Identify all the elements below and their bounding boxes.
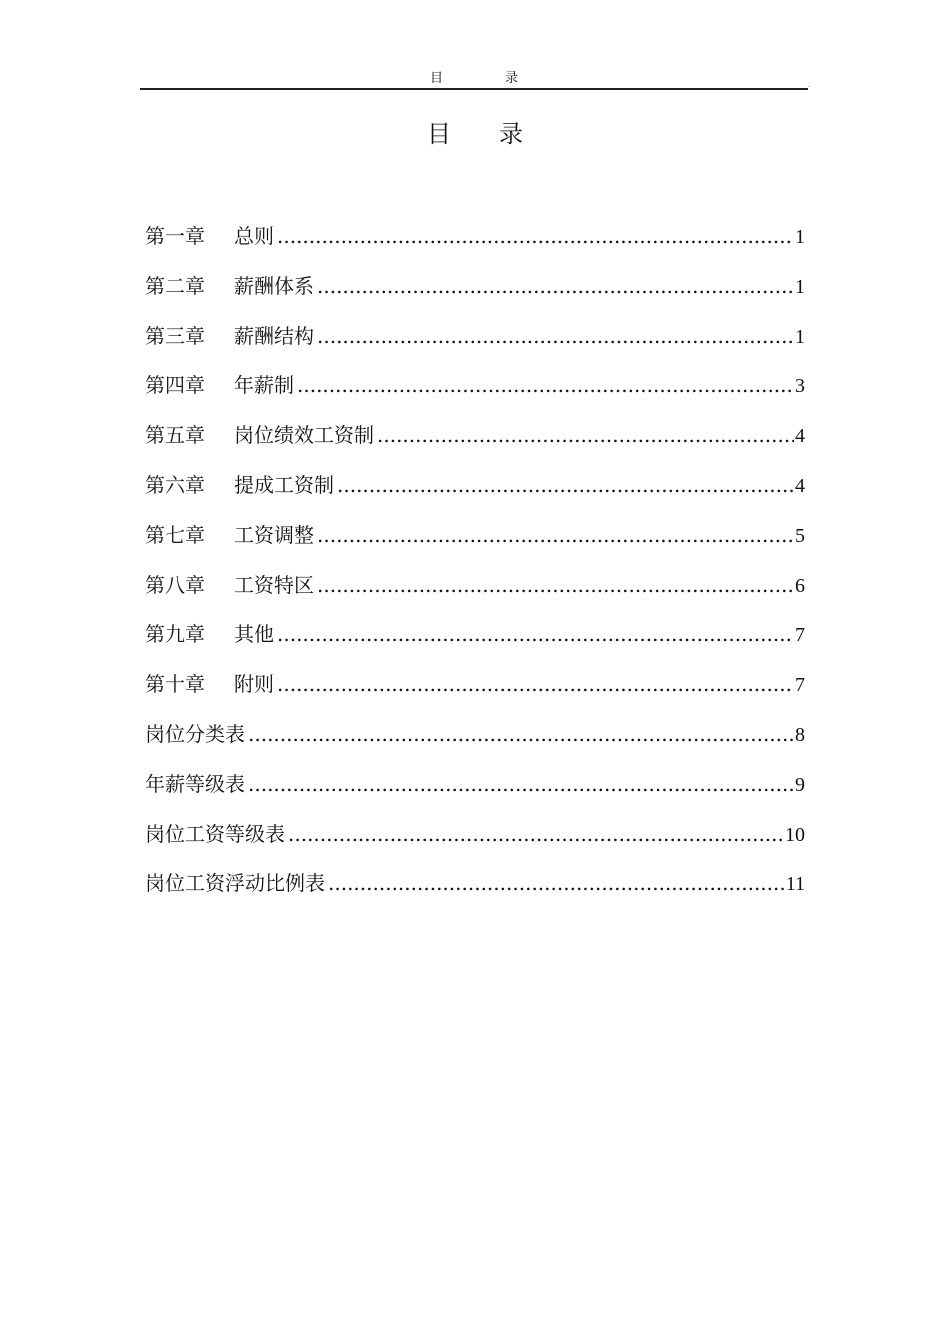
toc-leader — [337, 471, 794, 499]
toc-entry[interactable] — [145, 670, 805, 720]
toc-label: 工资特区 — [234, 572, 314, 597]
toc-label: 岗位绩效工资制 — [234, 423, 374, 448]
toc-entry[interactable] — [145, 322, 805, 372]
toc-entry[interactable] — [145, 770, 805, 820]
toc-page-number: 9 — [795, 773, 805, 796]
toc-chapter: 第二章 — [145, 273, 205, 298]
header-mark: . — [808, 82, 810, 89]
toc-entry[interactable] — [145, 720, 805, 770]
toc-label: 总则 — [234, 224, 274, 248]
toc-page-number: 7 — [795, 674, 805, 697]
toc-label: 提成工资制 — [234, 472, 334, 497]
toc-leader — [277, 222, 794, 250]
toc-page-number: 3 — [795, 375, 805, 398]
toc-page-number: 1 — [795, 275, 805, 298]
toc-chapter: 第八章 — [145, 572, 205, 597]
toc-page-number: 1 — [795, 325, 805, 348]
toc-leader — [317, 322, 794, 350]
toc-chapter: 第七章 — [145, 522, 205, 547]
toc-page-number: 8 — [795, 723, 805, 746]
toc-label: 年薪等级表 — [145, 771, 245, 796]
toc-leader — [288, 820, 784, 848]
toc-chapter: 第三章 — [145, 323, 205, 348]
toc-chapter: 第一章 — [145, 224, 205, 248]
toc-label: 薪酬体系 — [234, 273, 314, 298]
running-header — [140, 70, 808, 90]
toc-page-number: 6 — [795, 574, 805, 597]
toc-leader — [377, 421, 794, 449]
toc-label: 其他 — [234, 622, 274, 647]
running-header-title: 目录 — [429, 71, 580, 86]
toc-leader — [317, 272, 794, 300]
toc-page-number: 4 — [795, 474, 805, 497]
toc-leader — [277, 670, 794, 698]
toc-entry[interactable] — [145, 571, 805, 621]
toc-leader — [248, 770, 794, 798]
toc-label: 工资调整 — [234, 522, 314, 547]
toc-page-number: 1 — [795, 226, 805, 248]
toc-label: 岗位工资等级表 — [145, 821, 285, 846]
toc-chapter: 第五章 — [145, 423, 205, 448]
toc-page-number: 10 — [785, 823, 805, 846]
toc-entry[interactable] — [145, 222, 805, 272]
toc-leader — [328, 869, 785, 897]
toc-chapter: 第六章 — [145, 472, 205, 497]
toc-page-number: 4 — [795, 425, 805, 448]
toc-page-number: 7 — [795, 624, 805, 647]
toc-page-number: 5 — [795, 524, 805, 547]
toc-entry[interactable] — [145, 521, 805, 571]
toc-page-number: 11 — [785, 873, 805, 896]
table-of-contents — [145, 222, 805, 919]
toc-leader — [317, 571, 794, 599]
toc-label: 年薪制 — [234, 373, 294, 398]
toc-leader — [248, 720, 794, 748]
toc-label: 薪酬结构 — [234, 323, 314, 348]
toc-entry[interactable] — [145, 421, 805, 471]
toc-entry[interactable] — [145, 869, 805, 919]
toc-chapter: 第四章 — [145, 373, 205, 398]
toc-leader — [297, 371, 794, 399]
toc-entry[interactable] — [145, 272, 805, 322]
page-title: 目录 — [427, 120, 571, 148]
toc-chapter: 第九章 — [145, 622, 205, 647]
toc-leader — [277, 620, 794, 648]
toc-label: 附则 — [234, 672, 274, 697]
toc-leader — [317, 521, 794, 549]
toc-entry[interactable] — [145, 820, 805, 870]
toc-label: 岗位工资浮动比例表 — [145, 871, 325, 896]
toc-entry[interactable] — [145, 620, 805, 670]
toc-label: 岗位分类表 — [145, 721, 245, 746]
toc-chapter: 第十章 — [145, 672, 205, 697]
toc-entry[interactable] — [145, 371, 805, 421]
toc-entry[interactable] — [145, 471, 805, 521]
